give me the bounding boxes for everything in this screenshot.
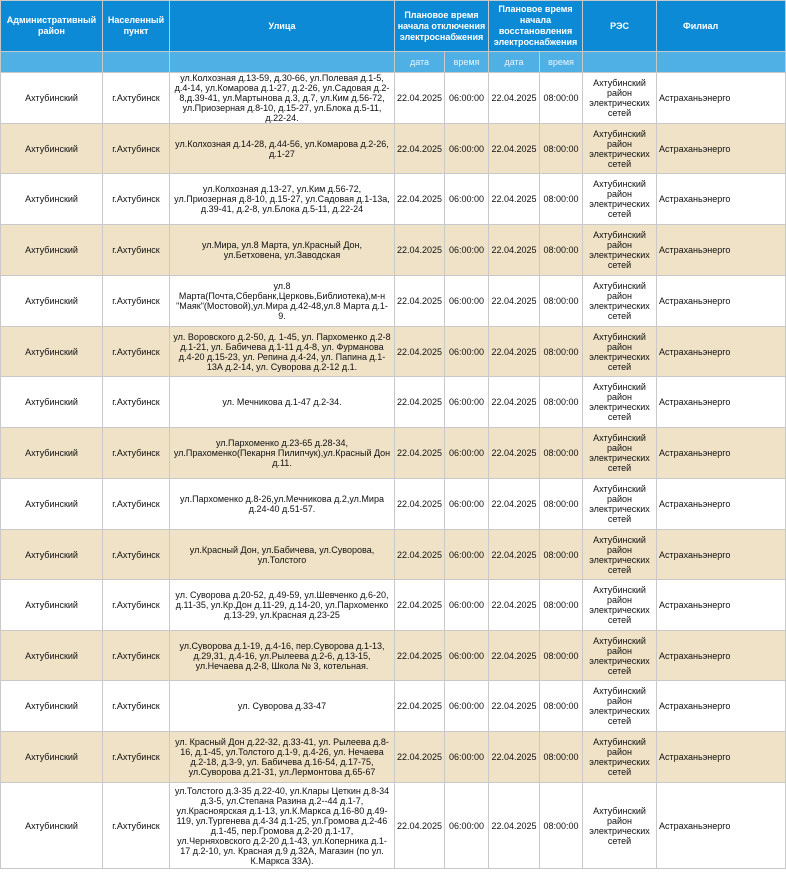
cell-branch: Астраханьэнерго (657, 681, 786, 732)
cell-on-date: 22.04.2025 (489, 631, 540, 681)
subheader-empty (103, 52, 170, 73)
cell-branch: Астраханьэнерго (657, 580, 786, 631)
cell-res: Ахтубинский район электрических сетей (583, 377, 657, 428)
cell-on-time: 08:00:00 (540, 174, 583, 225)
cell-district: Ахтубинский (1, 174, 103, 225)
cell-district: Ахтубинский (1, 428, 103, 479)
subheader-empty (583, 52, 657, 73)
table-header (1, 1, 786, 73)
cell-off-date: 22.04.2025 (395, 681, 445, 732)
cell-off-date: 22.04.2025 (395, 783, 445, 869)
cell-street: ул.Пархоменко д.8-26,ул.Мечникова д.2,ул.Мира д.24-40 д.51-57. (170, 479, 395, 530)
cell-branch: Астраханьэнерго (657, 479, 786, 530)
cell-on-date: 22.04.2025 (489, 428, 540, 479)
cell-on-date: 22.04.2025 (489, 479, 540, 530)
cell-off-time: 06:00:00 (445, 174, 489, 225)
cell-street: ул. Красный Дон д.22-32, д.33-41, ул. Рылеева д.8-16, д.1-45, ул.Толстого д.1-9, д.4-26, ул. Нечаева д.2-18, д.3-9, ул. Бабичева д.16-54, д.17-75, ул.Суворова д.21-31, ул.Лермонтова д.65-67 (170, 732, 395, 783)
cell-on-time: 08:00:00 (540, 276, 583, 327)
cell-res: Ахтубинский район электрических сетей (583, 479, 657, 530)
cell-off-date: 22.04.2025 (395, 73, 445, 124)
cell-street: ул.8 Марта(Почта,Сбербанк,Церковь,Библиотека),м-н "Маяк"(Мостовой),ул.Мира д.42-48,ул.8 Марта д.1-9. (170, 276, 395, 327)
cell-settlement: г.Ахтубинск (103, 174, 170, 225)
cell-res: Ахтубинский район электрических сетей (583, 276, 657, 327)
cell-district: Ахтубинский (1, 73, 103, 124)
cell-settlement: г.Ахтубинск (103, 681, 170, 732)
cell-off-time: 06:00:00 (445, 124, 489, 174)
cell-street: ул. Суворова д.20-52, д.49-59, ул.Шевченко д.6-20, д.11-35, ул.Кр.Дон д.11-29, д.14-20, ул.Пархоменко д.13-29, ул.Красная д.23-25 (170, 580, 395, 631)
cell-off-time: 06:00:00 (445, 377, 489, 428)
table-row (1, 377, 786, 428)
cell-on-time: 08:00:00 (540, 631, 583, 681)
cell-district: Ахтубинский (1, 530, 103, 580)
cell-res: Ахтубинский район электрических сетей (583, 580, 657, 631)
header-restore-time: Плановое время начала восстановления электроснабжения (489, 1, 583, 52)
cell-branch: Астраханьэнерго (657, 124, 786, 174)
cell-on-time: 08:00:00 (540, 681, 583, 732)
cell-off-time: 06:00:00 (445, 327, 489, 377)
cell-off-date: 22.04.2025 (395, 479, 445, 530)
cell-street: ул.Колхозная д.13-27, ул.Ким д.56-72, ул.Приозерная д.8-10, д.15-27, ул.Садовая д.1-13а, д.39-41, д.2-8, ул.Блока д.5-11, д.22-24 (170, 174, 395, 225)
cell-settlement: г.Ахтубинск (103, 580, 170, 631)
cell-res: Ахтубинский район электрических сетей (583, 124, 657, 174)
cell-settlement: г.Ахтубинск (103, 428, 170, 479)
cell-settlement: г.Ахтубинск (103, 327, 170, 377)
table-row (1, 174, 786, 225)
header-street: Улица (170, 1, 395, 52)
cell-district: Ахтубинский (1, 327, 103, 377)
header-branch: Филиал (657, 1, 786, 52)
table-row (1, 428, 786, 479)
cell-off-time: 06:00:00 (445, 276, 489, 327)
cell-branch: Астраханьэнерго (657, 174, 786, 225)
cell-res: Ахтубинский район электрических сетей (583, 327, 657, 377)
cell-on-time: 08:00:00 (540, 73, 583, 124)
cell-branch: Астраханьэнерго (657, 73, 786, 124)
cell-on-date: 22.04.2025 (489, 174, 540, 225)
header-settlement: Населенный пункт (103, 1, 170, 52)
cell-off-date: 22.04.2025 (395, 580, 445, 631)
cell-on-time: 08:00:00 (540, 428, 583, 479)
cell-branch: Астраханьэнерго (657, 631, 786, 681)
cell-res: Ахтубинский район электрических сетей (583, 631, 657, 681)
cell-on-date: 22.04.2025 (489, 732, 540, 783)
cell-settlement: г.Ахтубинск (103, 732, 170, 783)
cell-off-time: 06:00:00 (445, 479, 489, 530)
cell-on-date: 22.04.2025 (489, 276, 540, 327)
cell-off-date: 22.04.2025 (395, 276, 445, 327)
cell-on-date: 22.04.2025 (489, 530, 540, 580)
table-row (1, 276, 786, 327)
cell-on-date: 22.04.2025 (489, 377, 540, 428)
table-row (1, 124, 786, 174)
cell-on-time: 08:00:00 (540, 783, 583, 869)
cell-branch: Астраханьэнерго (657, 377, 786, 428)
cell-off-time: 06:00:00 (445, 225, 489, 276)
subheader-empty (657, 52, 786, 73)
cell-on-time: 08:00:00 (540, 479, 583, 530)
subheader-off-date: дата (395, 52, 445, 73)
cell-street: ул.Суворова д.1-19, д.4-16, пер.Суворова д.1-13, д.29,31, д.4-16, ул.Рылеева д.2-6, д.13-15, ул.Нечаева д.2-8, Школа № 3, котельная. (170, 631, 395, 681)
cell-on-time: 08:00:00 (540, 124, 583, 174)
cell-off-date: 22.04.2025 (395, 530, 445, 580)
cell-settlement: г.Ахтубинск (103, 73, 170, 124)
cell-street: ул. Суворова д.33-47 (170, 681, 395, 732)
table-row (1, 73, 786, 124)
cell-off-time: 06:00:00 (445, 681, 489, 732)
cell-district: Ахтубинский (1, 631, 103, 681)
cell-settlement: г.Ахтубинск (103, 276, 170, 327)
cell-branch: Астраханьэнерго (657, 225, 786, 276)
cell-res: Ахтубинский район электрических сетей (583, 530, 657, 580)
cell-on-date: 22.04.2025 (489, 225, 540, 276)
cell-street: ул.Мира, ул.8 Марта, ул.Красный Дон, ул.Бетховена, ул.Заводская (170, 225, 395, 276)
cell-off-date: 22.04.2025 (395, 327, 445, 377)
cell-district: Ахтубинский (1, 732, 103, 783)
cell-on-date: 22.04.2025 (489, 73, 540, 124)
cell-district: Ахтубинский (1, 580, 103, 631)
subheader-on-time: время (540, 52, 583, 73)
cell-off-time: 06:00:00 (445, 73, 489, 124)
cell-on-date: 22.04.2025 (489, 124, 540, 174)
table-row (1, 530, 786, 580)
cell-district: Ахтубинский (1, 681, 103, 732)
cell-branch: Астраханьэнерго (657, 327, 786, 377)
cell-street: ул.Колхозная д.14-28, д.44-56, ул.Комарова д.2-26, д.1-27 (170, 124, 395, 174)
cell-res: Ахтубинский район электрических сетей (583, 783, 657, 869)
cell-off-date: 22.04.2025 (395, 428, 445, 479)
cell-res: Ахтубинский район электрических сетей (583, 225, 657, 276)
cell-branch: Астраханьэнерго (657, 732, 786, 783)
cell-off-time: 06:00:00 (445, 631, 489, 681)
cell-res: Ахтубинский район электрических сетей (583, 428, 657, 479)
cell-settlement: г.Ахтубинск (103, 377, 170, 428)
cell-res: Ахтубинский район электрических сетей (583, 174, 657, 225)
cell-on-time: 08:00:00 (540, 225, 583, 276)
cell-district: Ахтубинский (1, 225, 103, 276)
table-body (1, 73, 786, 869)
subheader-empty (170, 52, 395, 73)
cell-settlement: г.Ахтубинск (103, 530, 170, 580)
cell-off-time: 06:00:00 (445, 783, 489, 869)
cell-on-time: 08:00:00 (540, 580, 583, 631)
table-row (1, 783, 786, 869)
cell-branch: Астраханьэнерго (657, 530, 786, 580)
table-row (1, 681, 786, 732)
cell-branch: Астраханьэнерго (657, 783, 786, 869)
cell-on-time: 08:00:00 (540, 377, 583, 428)
cell-district: Ахтубинский (1, 276, 103, 327)
cell-off-time: 06:00:00 (445, 580, 489, 631)
cell-on-time: 08:00:00 (540, 530, 583, 580)
header-district: Административный район (1, 1, 103, 52)
cell-settlement: г.Ахтубинск (103, 479, 170, 530)
cell-settlement: г.Ахтубинск (103, 225, 170, 276)
header-off-time: Плановое время начала отключения электроснабжения (395, 1, 489, 52)
cell-settlement: г.Ахтубинск (103, 783, 170, 869)
cell-off-time: 06:00:00 (445, 732, 489, 783)
table-row (1, 580, 786, 631)
subheader-empty (1, 52, 103, 73)
table-row (1, 732, 786, 783)
table-row (1, 327, 786, 377)
cell-off-date: 22.04.2025 (395, 174, 445, 225)
cell-off-date: 22.04.2025 (395, 225, 445, 276)
cell-district: Ахтубинский (1, 124, 103, 174)
table-row (1, 631, 786, 681)
cell-off-date: 22.04.2025 (395, 631, 445, 681)
subheader-off-time: время (445, 52, 489, 73)
cell-on-date: 22.04.2025 (489, 327, 540, 377)
cell-district: Ахтубинский (1, 377, 103, 428)
cell-street: ул.Пархоменко д.23-65 д.28-34, ул.Прахоменко(Пекарня Пилипчук),ул.Красный Дон д.11. (170, 428, 395, 479)
cell-street: ул.Колхозная д.13-59, д.30-66, ул.Полевая д.1-5, д.4-14, ул.Комарова д.1-27, д.2-26, ул.Садовая д.2-8,д.39-41, ул.Мартынова д.3, д.7, ул.Ким д.56-72, ул.Приозерная д.8-10, д.15-27, ул.Блока д.5-11, д.22-24. (170, 73, 395, 124)
cell-on-date: 22.04.2025 (489, 783, 540, 869)
cell-street: ул.Толстого д.3-35 д.22-40, ул.Клары Цеткин д.8-34 д.3-5, ул.Степана Разина д.2--44 д.1-7, ул.Красноярская д.1-13, ул.К.Маркса д.16-80 д.49-119, ул.Тургенева д.4-34 д.1-25, ул.Громова д.2-46 д.1-45, пер.Громова д.2-20 д.1-17, ул.Черняховского д.2-20 д.1-43, ул.Коперника д.1-17 д.2-10, ул. Красная д.9 д.32А, Магазин (по ул. К.Маркса 33А). (170, 783, 395, 869)
cell-district: Ахтубинский (1, 783, 103, 869)
cell-off-date: 22.04.2025 (395, 124, 445, 174)
cell-off-date: 22.04.2025 (395, 732, 445, 783)
cell-branch: Астраханьэнерго (657, 276, 786, 327)
cell-res: Ахтубинский район электрических сетей (583, 73, 657, 124)
cell-on-date: 22.04.2025 (489, 580, 540, 631)
cell-off-time: 06:00:00 (445, 428, 489, 479)
header-res: РЭС (583, 1, 657, 52)
cell-settlement: г.Ахтубинск (103, 631, 170, 681)
cell-street: ул.Красный Дон, ул.Бабичева, ул.Суворова, ул.Толстого (170, 530, 395, 580)
cell-settlement: г.Ахтубинск (103, 124, 170, 174)
subheader-on-date: дата (489, 52, 540, 73)
cell-res: Ахтубинский район электрических сетей (583, 681, 657, 732)
cell-res: Ахтубинский район электрических сетей (583, 732, 657, 783)
table-row (1, 479, 786, 530)
cell-off-date: 22.04.2025 (395, 377, 445, 428)
cell-street: ул. Мечникова д.1-47 д.2-34. (170, 377, 395, 428)
cell-on-time: 08:00:00 (540, 732, 583, 783)
cell-street: ул. Воровского д.2-50, д. 1-45, ул. Пархоменко д.2-8 д.1-21, ул. Бабичева д.1-11 д.4-8, ул. Фурманова д.4-20 д.15-23, ул. Репина д.4-24, ул. Папина д.1-13А д.2-14, ул. Суворова д.2-12 д.1. (170, 327, 395, 377)
cell-district: Ахтубинский (1, 479, 103, 530)
cell-on-time: 08:00:00 (540, 327, 583, 377)
cell-branch: Астраханьэнерго (657, 428, 786, 479)
table-row (1, 225, 786, 276)
cell-off-time: 06:00:00 (445, 530, 489, 580)
cell-on-date: 22.04.2025 (489, 681, 540, 732)
